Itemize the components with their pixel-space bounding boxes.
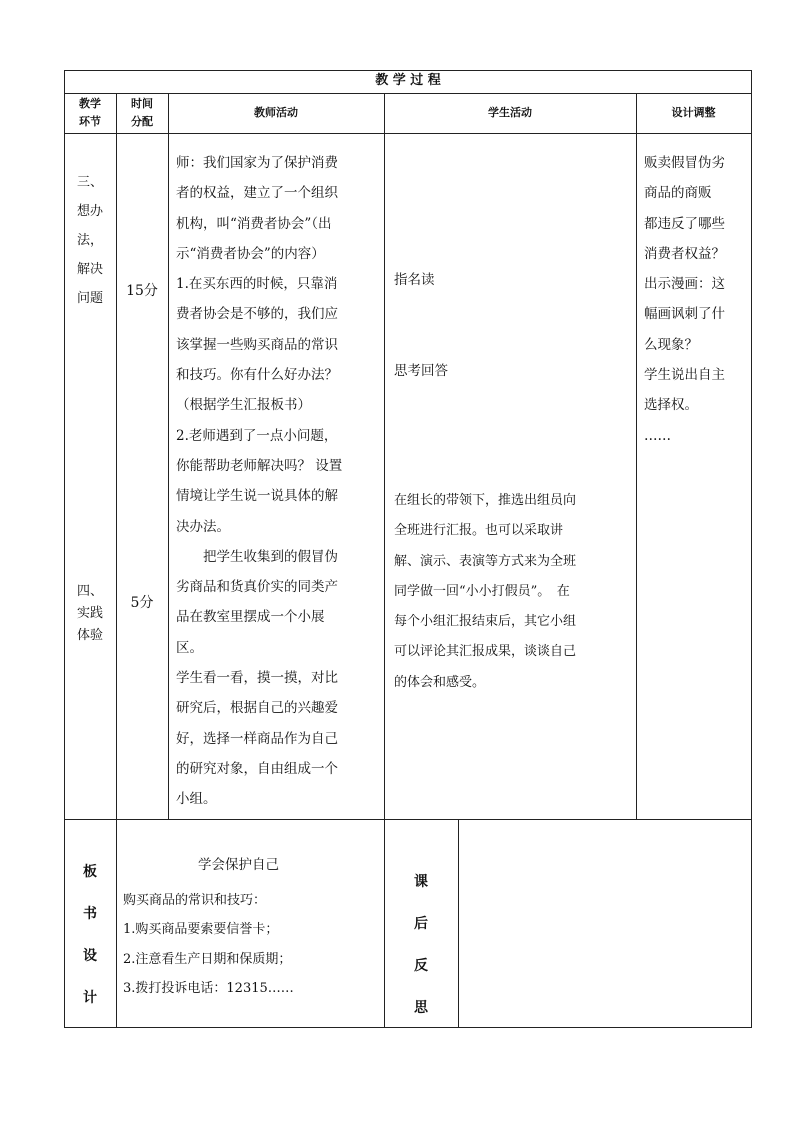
stage-4-label: 四、 实践 体验	[76, 584, 103, 643]
teacher-activity-text: 师：我们国家为了保护消费 者的权益，建立了一个组织 机构，叫“消费者协会”（出 示“消费者协会”的内容） 1.在买东西的时候，只靠消 费者协会是不够的，我们应 该掌握一些购买商品的常识 和技巧。你有什么好办法？ （根据学生汇报板书） 2.老师遇到了一点小问题， 你能帮助老师解决吗？ 设置 情境让学生说一说具体的解 决办法。 把学生收集到的假冒伪 劣商品和货真价实的同类产 品在教室里摆成一个小展 区。 学生看一看，摸一摸，对比 研究后，根据自己的兴趣爱 好，选择一样商品作为自己 的研究对象，自由组成一个 小组。	[176, 155, 343, 808]
header-stage: 教学 环节	[79, 97, 101, 128]
board-title: 学会保护自己	[198, 857, 279, 873]
table-right-border	[751, 70, 752, 1028]
header-design: 设计调整	[671, 106, 716, 119]
header-teacher: 教师活动	[254, 106, 298, 119]
col-border-time	[168, 93, 169, 820]
col-border-reflection	[458, 819, 459, 1028]
student-activity-group: 在组长的带领下，推选出组员向 全班进行汇报。也可以采取讲 解、演示、表演等方式来为全班 同学做一回“小小打假员”。 在 每个小组汇报结束后，其它小组 可以评论其汇报成果，谈谈自己 的体会和感受。	[394, 493, 577, 690]
student-activity-read: 指名读	[394, 272, 435, 288]
table-title: 教 学 过 程	[375, 73, 441, 88]
header-time: 时间 分配	[131, 97, 153, 128]
table-top-border	[64, 70, 752, 71]
design-adjust-text: 贩卖假冒伪劣 商品的商贩 都违反了哪些 消费者权益？ 出示漫画：这 幅画讽刺了什 么现象？ 学生说出自主 选择权。 ……	[644, 155, 725, 444]
col-border-stage	[116, 93, 117, 1028]
header-student: 学生活动	[488, 106, 532, 119]
reflection-label: 课 后 反 思	[414, 874, 428, 1016]
stage-3-time: 15分	[126, 283, 158, 299]
stage-3-label: 三、 想办 法， 解决 问题	[76, 175, 103, 306]
student-activity-answer: 思考回答	[394, 363, 448, 379]
col-border-student	[636, 93, 637, 820]
board-design-label: 板 书 设 计	[83, 864, 97, 1006]
stage-4-time: 5分	[130, 595, 154, 611]
board-content: 购买商品的常识和技巧： 1.购买商品要索要信誉卡； 2.注意看生产日期和保质期； 3.拨打投诉电话：12315……	[123, 893, 294, 996]
